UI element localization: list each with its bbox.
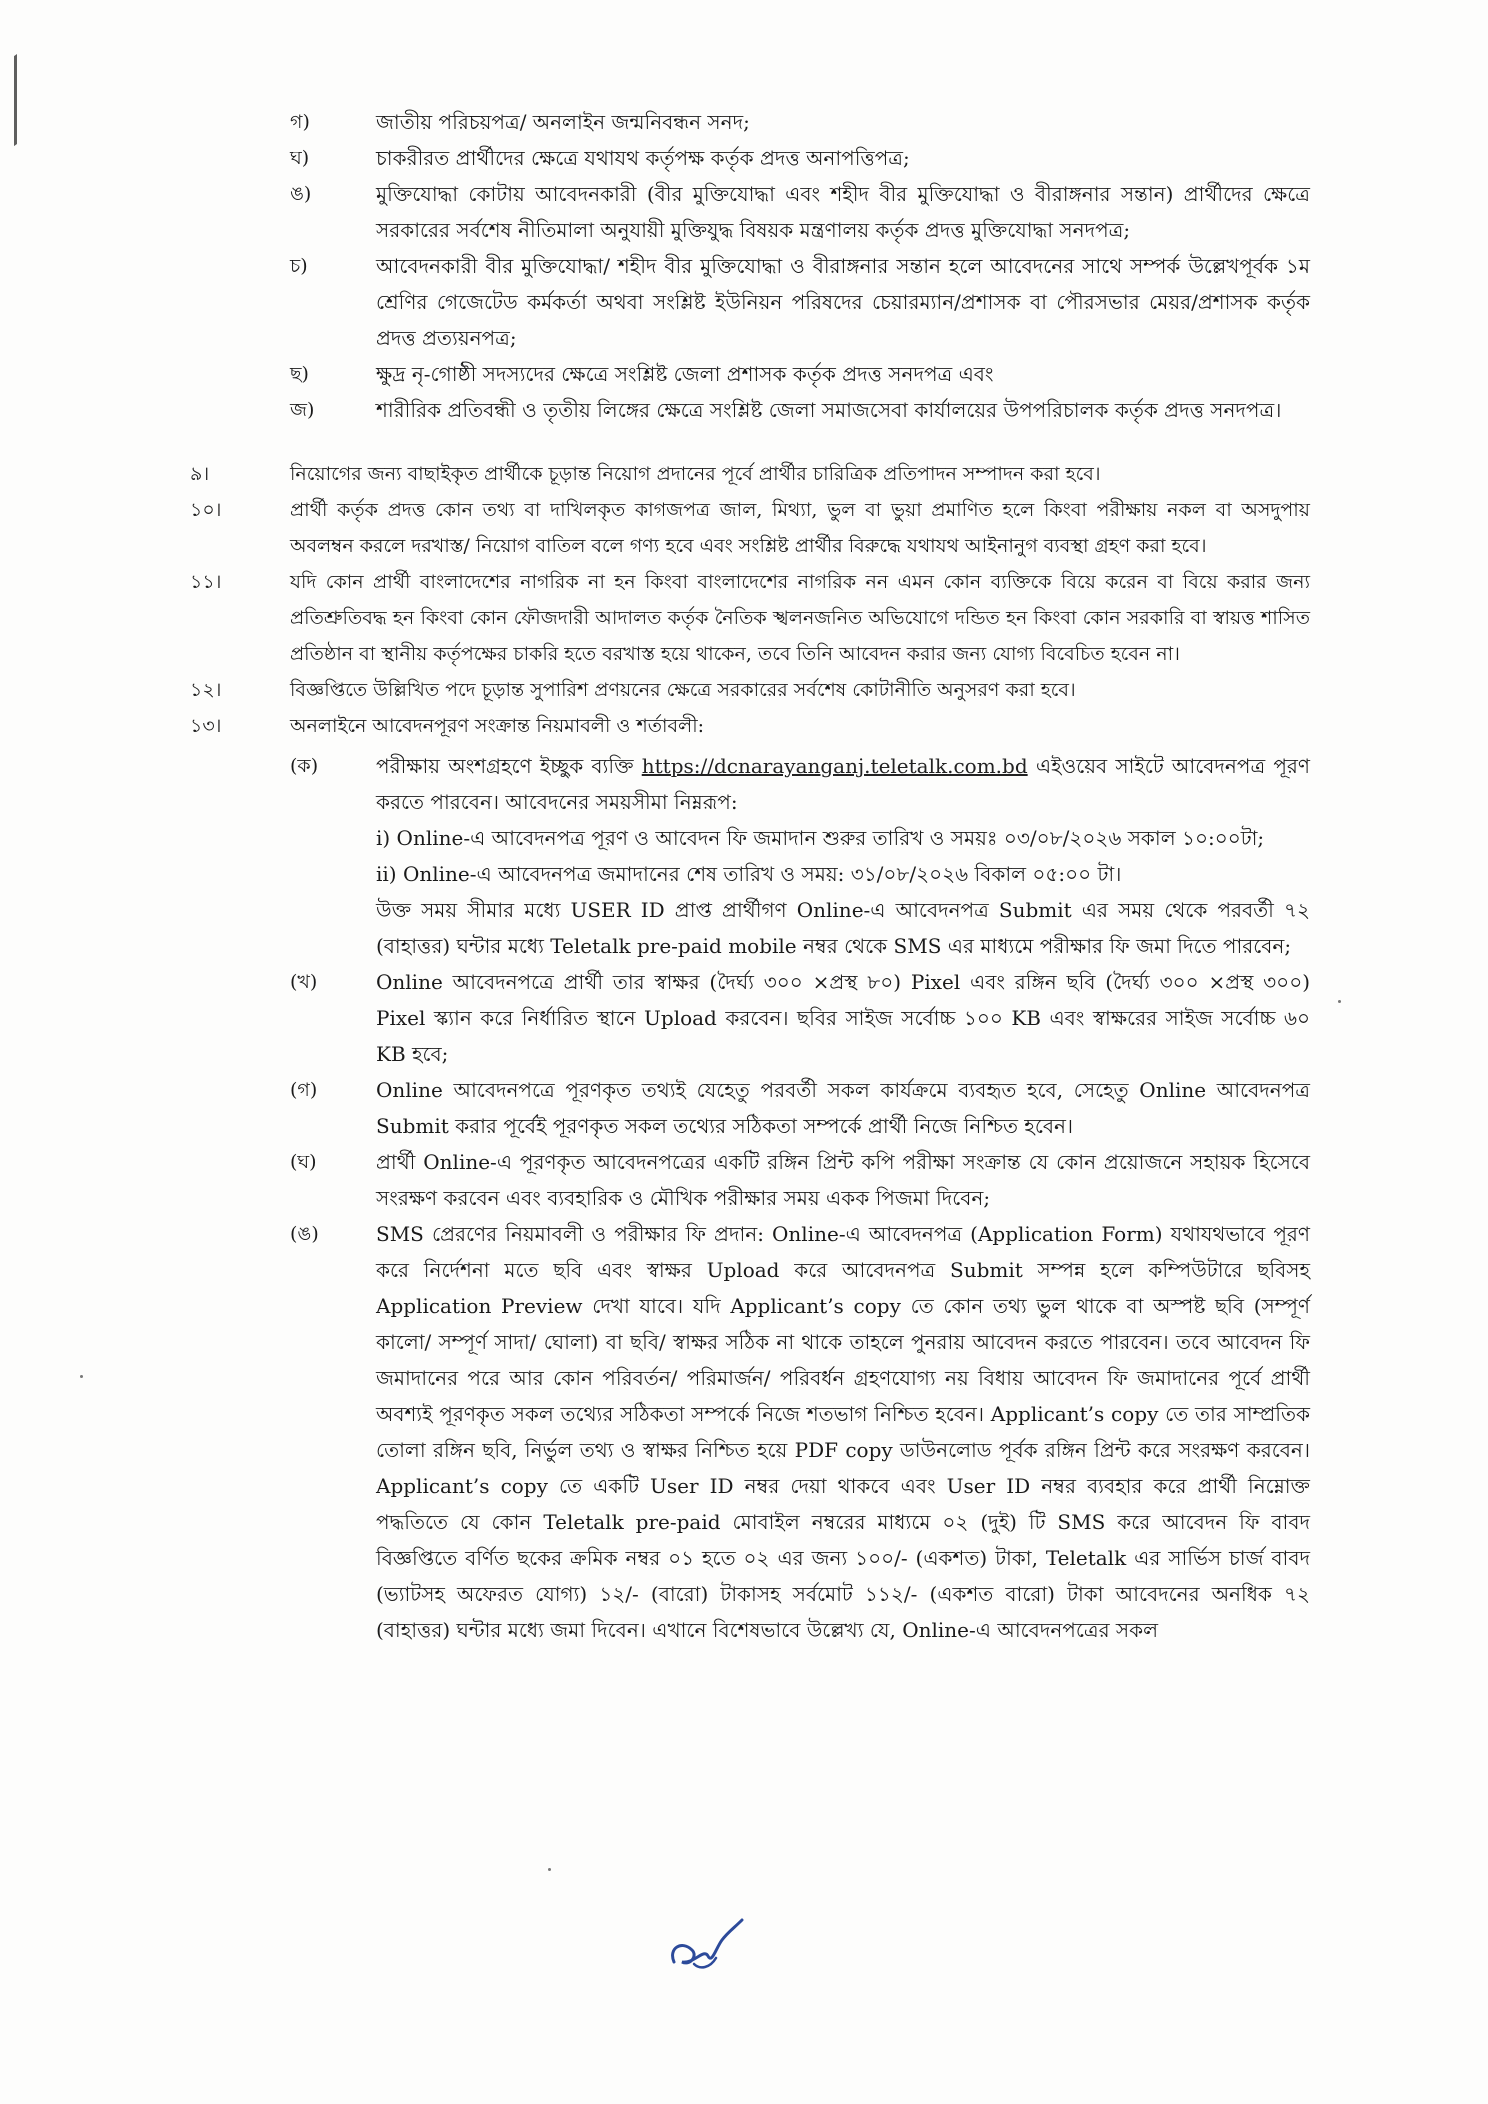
list-item-text: যদি কোন প্রার্থী বাংলাদেশের নাগরিক না হন কিংবা বাংলাদেশের নাগরিক নন এমন কোন ব্যক্তিকে বিয়ে করেন বা বিয়ে করার জন্য প্রতিশ্রুতিবদ্ধ হন কিংবা কোন ফৌজদারী আদালত কর্তৃক নৈতিক স্খলনজনিত অভিযোগে দন্ডিত হন কিংবা কোন সরকারি বা স্বায়ত্ত শাসিত প্রতিষ্ঠান বা স্থানীয় কর্তৃপক্ষের চাকরি হতে বরখাস্ত হয়ে থাকেন, তবে তিনি আবেদন করার জন্য যোগ্য বিবেচিত হবেন না। <box>290 571 1310 665</box>
list-item <box>290 176 1310 248</box>
list-item <box>190 672 1310 708</box>
list-item-text: প্রার্থী কর্তৃক প্রদত্ত কোন তথ্য বা দাখিলকৃত কাগজপত্র জাল, মিথ্যা, ভুল বা ভুয়া প্রমাণিত হলে কিংবা পরীক্ষায় নকল বা অসদুপায় অবলম্বন করলে দরখাস্ত/ নিয়োগ বাতিল বলে গণ্য হবে এবং সংশ্লিষ্ট প্রার্থীর বিরুদ্ধে যথাযথ আইনানুগ ব্যবস্থা গ্রহণ করা হবে। <box>290 499 1310 557</box>
document-body <box>190 104 1310 1648</box>
list-item-online-ka <box>290 748 1310 964</box>
list-item-text <box>376 748 1310 964</box>
list-item-text: অনলাইনে আবেদনপূরণ সংক্রান্ত নিয়মাবলী ও শর্তাবলী: <box>290 715 705 737</box>
list-item <box>190 456 1310 492</box>
list-item-number: ১০। <box>190 499 222 521</box>
ka-tail-text: উক্ত সময় সীমার মধ্যে USER ID প্রাপ্ত প্রার্থীগণ Online-এ আবেদনপত্র Submit এর সময় থেকে পরবর্তী ৭২ (বাহাত্তর) ঘন্টার মধ্যে Teletalk pre-paid mobile নম্বর থেকে SMS এর মাধ্যমে পরীক্ষার ফি জমা দিতে পারবেন; <box>376 898 1310 958</box>
list-item-number: ছ) <box>290 363 309 385</box>
list-item-text: আবেদনকারী বীর মুক্তিযোদ্ধা/ শহীদ বীর মুক্তিযোদ্ধা ও বীরাঙ্গনার সন্তান হলে আবেদনের সাথে সম্পর্ক উল্লেখপূর্বক ১ম শ্রেণির গেজেটেড কর্মকর্তা অথবা সংশ্লিষ্ট ইউনিয়ন পরিষদের চেয়ারম্যান/প্রশাসক বা পৌরসভার মেয়র/প্রশাসক কর্তৃক প্রদত্ত প্রত্যয়নপত্র; <box>376 254 1310 350</box>
list-item <box>290 1072 1310 1144</box>
list-item-text: চাকরীরত প্রার্থীদের ক্ষেত্রে যথাযথ কর্তৃপক্ষ কর্তৃক প্রদত্ত অনাপত্তিপত্র; <box>376 146 910 170</box>
scan-speck <box>548 1868 551 1871</box>
list-item-number: গ) <box>290 111 310 133</box>
list-item-number: জ) <box>290 399 315 421</box>
ka-text-before: পরীক্ষায় অংশগ্রহণে ইচ্ছুক ব্যক্তি <box>376 754 634 778</box>
scan-speck <box>1338 1000 1341 1003</box>
ka-end-time: ii) Online-এ আবেদনপত্র জমাদানের শেষ তারিখ ও সময়: ৩১/০৮/২০২৬ বিকাল ০৫:০০ টা। <box>376 862 1122 886</box>
list-item-number: ১৩। <box>190 715 222 737</box>
list-item-number: ঙ) <box>290 183 312 205</box>
list-item <box>290 248 1310 356</box>
list-item-text: SMS প্রেরণের নিয়মাবলী ও পরীক্ষার ফি প্রদান: Online-এ আবেদনপত্র (Application Form) যথাযথভাবে পূরণ করে নির্দেশনা মতে ছবি এবং স্বাক্ষর Upload করে আবেদনপত্র Submit সম্পন্ন হলে কম্পিউটারে ছবিসহ Application Preview দেখা যাবে। যদি Applicant’s copy তে কোন তথ্য ভুল থাকে বা অস্পষ্ট ছবি (সম্পূর্ণ কালো/ সম্পূর্ণ সাদা/ ঘোলা) বা ছবি/ স্বাক্ষর সঠিক না থাকে তাহলে পুনরায় আবেদন করতে পারবেন। তবে আবেদন ফি জমাদানের পরে আর কোন পরিবর্তন/ পরিমার্জন/ পরিবর্ধন গ্রহণযোগ্য নয় বিধায় আবেদন ফি জমাদানের পূর্বে প্রার্থী অবশ্যই পূরণকৃত সকল তথ্যের সঠিকতা সম্পর্কে নিজে শতভাগ নিশ্চিত হবেন। Applicant’s copy তে তার সাম্প্রতিক তোলা রঙ্গিন ছবি, নির্ভুল তথ্য ও স্বাক্ষর নিশ্চিত হয়ে PDF copy ডাউনলোড পূর্বক রঙ্গিন প্রিন্ট করে সংরক্ষণ করবেন। Applicant’s copy তে একটি User ID নম্বর দেয়া থাকবে এবং User ID নম্বর ব্যবহার করে প্রার্থী নিম্নোক্ত পদ্ধতিতে যে কোন Teletalk pre-paid মোবাইল নম্বরের মাধ্যমে ০২ (দুই) টি SMS করে আবেদন ফি বাবদ বিজ্ঞপ্তিতে বর্ণিত ছকের ক্রমিক নম্বর ০১ হতে ০২ এর জন্য ১০০/- (একশত) টাকা, Teletalk এর সার্ভিস চার্জ বাবদ (ভ্যাটসহ অফেরত যোগ্য) ১২/- (বারো) টাকাসহ সর্বমোট ১১২/- (একশত বারো) টাকা আবেদনের অনধিক ৭২ (বাহাত্তর) ঘন্টার মধ্যে জমা দিবেন। এখানে বিশেষভাবে উল্লেখ্য যে, Online-এ আবেদনপত্রের সকল <box>376 1222 1310 1642</box>
list-item-number: ১২। <box>190 679 222 701</box>
list-item-text: ক্ষুদ্র নৃ-গোষ্ঠী সদস্যদের ক্ষেত্রে সংশ্লিষ্ট জেলা প্রশাসক কর্তৃক প্রদত্ত সনদপত্র এবং <box>376 362 994 386</box>
list-item-text: নিয়োগের জন্য বাছাইকৃত প্রার্থীকে চূড়ান্ত নিয়োগ প্রদানের পূর্বে প্রার্থীর চারিত্রিক প্রতিপাদন সম্পাদন করা হবে। <box>290 463 1101 485</box>
list-item-number: (ঙ) <box>290 1223 319 1245</box>
list-item-text: শারীরিক প্রতিবন্ধী ও তৃতীয় লিঙ্গের ক্ষেত্রে সংশ্লিষ্ট জেলা সমাজসেবা কার্যালয়ের উপপরিচালক কর্তৃক প্রদত্ত সনদপত্র। <box>376 398 1282 422</box>
list-item <box>290 392 1310 428</box>
list-item <box>190 564 1310 672</box>
list-item <box>290 1216 1310 1648</box>
teletalk-website-link[interactable]: https://dcnarayanganj.teletalk.com.bd <box>641 754 1028 778</box>
scan-edge-mark <box>0 54 17 156</box>
list-item <box>290 356 1310 392</box>
list-item <box>190 492 1310 564</box>
list-item-text: মুক্তিযোদ্ধা কোটায় আবেদনকারী (বীর মুক্তিযোদ্ধা এবং শহীদ বীর মুক্তিযোদ্ধা ও বীরাঙ্গনার সন্তান) প্রার্থীদের ক্ষেত্রে সরকারের সর্বশেষ নীতিমালা অনুযায়ী মুক্তিযুদ্ধ বিষয়ক মন্ত্রণালয় কর্তৃক প্রদত্ত মুক্তিযোদ্ধা সনদপত্র; <box>376 182 1310 242</box>
list-item-number: (ঘ) <box>290 1151 317 1173</box>
initial-signature <box>664 1918 748 1980</box>
document-list-attachments <box>190 104 1310 428</box>
list-item <box>290 104 1310 140</box>
list-item-number: ১১। <box>190 571 222 593</box>
scan-speck <box>80 1375 83 1378</box>
list-item-number: চ) <box>290 255 308 277</box>
document-list-main <box>190 456 1310 744</box>
ka-text-after: এইওয়েব সাইটে আবেদনপত্র পূরণ করতে পারবেন। আবেদনের সময়সীমা নিম্নরূপ: <box>376 754 1311 814</box>
list-item-text: জাতীয় পরিচয়পত্র/ অনলাইন জন্মনিবন্ধন সনদ; <box>376 110 750 134</box>
list-item-text: Online আবেদনপত্রে প্রার্থী তার স্বাক্ষর (দৈর্ঘ্য ৩০০ ×প্রস্থ ৮০) Pixel এবং রঙ্গিন ছবি (দৈর্ঘ্য ৩০০ ×প্রস্থ ৩০০) Pixel স্ক্যান করে নির্ধারিত স্থানে Upload করবেন। ছবির সাইজ সর্বোচ্চ ১০০ KB এবং স্বাক্ষরের সাইজ সর্বোচ্চ ৬০ KB হবে; <box>376 970 1310 1066</box>
list-item-number: ৯। <box>190 463 210 485</box>
list-item-number: ঘ) <box>290 147 310 169</box>
list-item-number: (ক) <box>290 755 319 777</box>
list-item <box>290 1144 1310 1216</box>
list-item-text: প্রার্থী Online-এ পূরণকৃত আবেদনপত্রের একটি রঙ্গিন প্রিন্ট কপি পরীক্ষা সংক্রান্ত যে কোন প্রয়োজনে সহায়ক হিসেবে সংরক্ষণ করবেন এবং ব্যবহারিক ও মৌখিক পরীক্ষার সময় একক পিজমা দিবেন; <box>376 1150 1310 1210</box>
ka-start-time: i) Online-এ আবেদনপত্র পূরণ ও আবেদন ফি জমাদান শুরুর তারিখ ও সময়ঃ ০৩/০৮/২০২৬ সকাল ১০:০০টা; <box>376 826 1265 850</box>
document-list-online <box>190 964 1310 1648</box>
list-item-text: Online আবেদনপত্রে পূরণকৃত তথ্যই যেহেতু পরবর্তী সকল কার্যক্রমে ব্যবহৃত হবে, সেহেতু Online আবেদনপত্র Submit করার পূর্বেই পূরণকৃত সকল তথ্যের সঠিকতা সম্পর্কে প্রার্থী নিজে নিশ্চিত হবেন। <box>376 1078 1310 1138</box>
list-item <box>190 708 1310 744</box>
list-item <box>290 964 1310 1072</box>
list-item <box>290 140 1310 176</box>
list-item-number: (গ) <box>290 1079 318 1101</box>
list-item-text: বিজ্ঞপ্তিতে উল্লিখিত পদে চূড়ান্ত সুপারিশ প্রণয়নের ক্ষেত্রে সরকারের সর্বশেষ কোটানীতি অনুসরণ করা হবে। <box>290 679 1076 701</box>
list-item-number: (খ) <box>290 971 318 993</box>
